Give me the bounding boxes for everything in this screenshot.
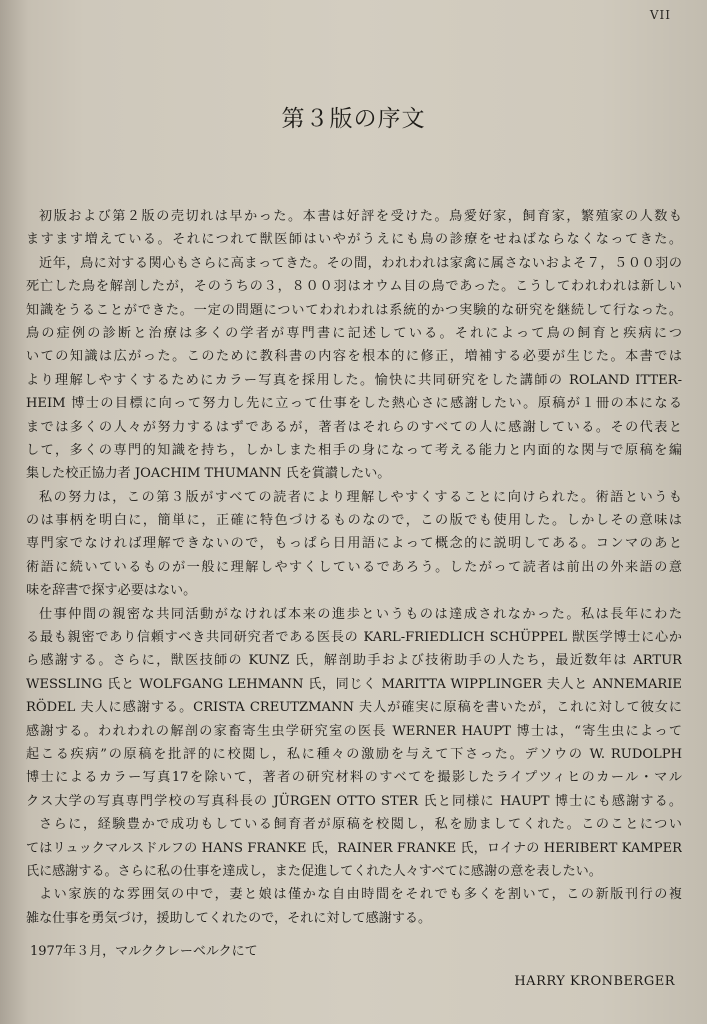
text-line: して，多くの専門的知識を持ち，しかしまた相手の身になって考える能力と内面的な関与で原稿を編 xyxy=(26,442,682,458)
text-line: HEIM 博士の目標に向って努力し先に立って仕事をした熱心さに感謝したい。原稿が１冊の本になる xyxy=(26,396,682,412)
text-line: 私の努力は，この第３版がすべての読者により理解しやすくすることに向けられた。術語というも xyxy=(39,489,682,505)
text-line: 氏に感謝する。さらに私の仕事を達成し，また促進してくれた人々すべてに感謝の意を表したい。 xyxy=(26,863,602,879)
text-line: 感謝する。われわれの解剖の家畜寄生虫学研究室の医長 WERNER HAUPT 博士は，“寄生虫によって xyxy=(26,723,682,739)
text-line: 知識をうることができた。一定の問題についてわれわれは系統的かつ実験的な研究を継続して行なった。 xyxy=(26,302,682,318)
text-line: よい家族的な雰囲気の中で，妻と娘は僅かな自由時間をそれでも多くを割いて，この新版刊行の複 xyxy=(39,887,682,903)
text-line: 死亡した鳥を解剖したが，そのうちの３，８００羽はオウム目の鳥であった。こうしてわれわれは新しい xyxy=(26,279,682,295)
text-line: ら感謝する。さらに，獣医技師の KUNZ 氏，解剖助手および技術助手の人たち，最近数年は ARTUR xyxy=(26,653,682,669)
page-title: 第３版の序文 xyxy=(281,106,426,132)
text-line: 集した校正協力者 JOACHIM THUMANN 氏を賞讃したい。 xyxy=(26,466,391,482)
text-line: る最も親密であり信頼すべき共同研究者である医長の KARL-FRIEDLICH SCHÜPPEL 獣医学博士に心か xyxy=(26,630,682,646)
text-line: さらに，経験豊かで成功もしている飼育者が原稿を校閲し，私を励ましてくれた。このことについ xyxy=(39,817,682,833)
text-line: 味を辞書で探す必要はない。 xyxy=(26,583,197,599)
text-line: のは事柄を明白に，簡単に，正確に特色づけるものなので，この版でも使用した。しかしその意味は xyxy=(26,513,682,529)
text-line: 初版および第２版の売切れは早かった。本書は好評を受けた。鳥愛好家，飼育家，繁殖家の人数も xyxy=(39,209,682,224)
text-line: てはリュックマルスドルフの HANS FRANKE 氏，RAINER FRANKE 氏，ロイナの HERIBERT KAMPER xyxy=(26,840,682,856)
text-line: 近年，鳥に対する関心もさらに高まってきた。その間，われわれは家禽に属さないおよそ７，５００羽の xyxy=(39,255,682,271)
text-line: 仕事仲間の親密な共同活動がなければ本来の進歩というものは達成されなかった。私は長年にわた xyxy=(39,606,682,622)
text-line: 専門家でなければ理解できないので，もっぱら日用語によって概念的に説明してある。コンマのあと xyxy=(26,536,682,552)
text-line: 術語に続いているものが一般に理解しやすくしているであろう。したがって読者は前出の外来語の意 xyxy=(26,559,682,575)
text-line: WESSLING 氏と WOLFGANG LEHMANN 氏，同じく MARITTA WIPPLINGER 夫人と ANNEMARIE xyxy=(26,676,682,692)
text-line: 起こる疾病”の原稿を批評的に校閲し，私に種々の激励を与えて下さった。デソウの W. RUDOLPH xyxy=(26,746,682,762)
date-line: 1977年３月，マルククレーベルクにて xyxy=(30,944,258,959)
text-line: ますます増えている。それにつれて獣医師はいやがうえにも鳥の診療をせねばならなくなってきた。 xyxy=(26,232,682,248)
preface-body xyxy=(26,205,682,930)
text-line: 鳥の症例の診断と治療は多くの学者が専門書に記述している。それによって鳥の飼育と疾病につ xyxy=(26,325,682,341)
text-line: クス大学の写真専門学校の写真科長の JÜRGEN OTTO STER 氏と同様に HAUPT 博士にも感謝する。 xyxy=(26,793,682,809)
page-number: VII xyxy=(649,8,671,22)
text-line: までは多くの人々が努力するはずであるが，著者はそれらのすべての人に感謝している。その代表と xyxy=(26,419,682,435)
author-signature: HARRY KRONBERGER xyxy=(514,974,675,989)
text-line: いての知識は広がった。このために教科書の内容を根本的に修正，増補する必要が生じた。本書では xyxy=(26,349,682,365)
text-line: より理解しやすくするためにカラー写真を採用した。愉快に共同研究をした講師の ROLAND ITTER- xyxy=(26,372,682,388)
text-line: RÖDEL 夫人に感謝する。CRISTA CREUTZMANN 夫人が確実に原稿を書いたが，これに対して彼女に xyxy=(26,700,682,716)
text-line: 雑な仕事を勇気づけ，援助してくれたので，それに対して感謝する。 xyxy=(26,910,432,926)
text-line: 博士によるカラー写真17を除いて，著者の研究材料のすべてを撮影したライプツィヒのカール・マル xyxy=(26,770,682,786)
